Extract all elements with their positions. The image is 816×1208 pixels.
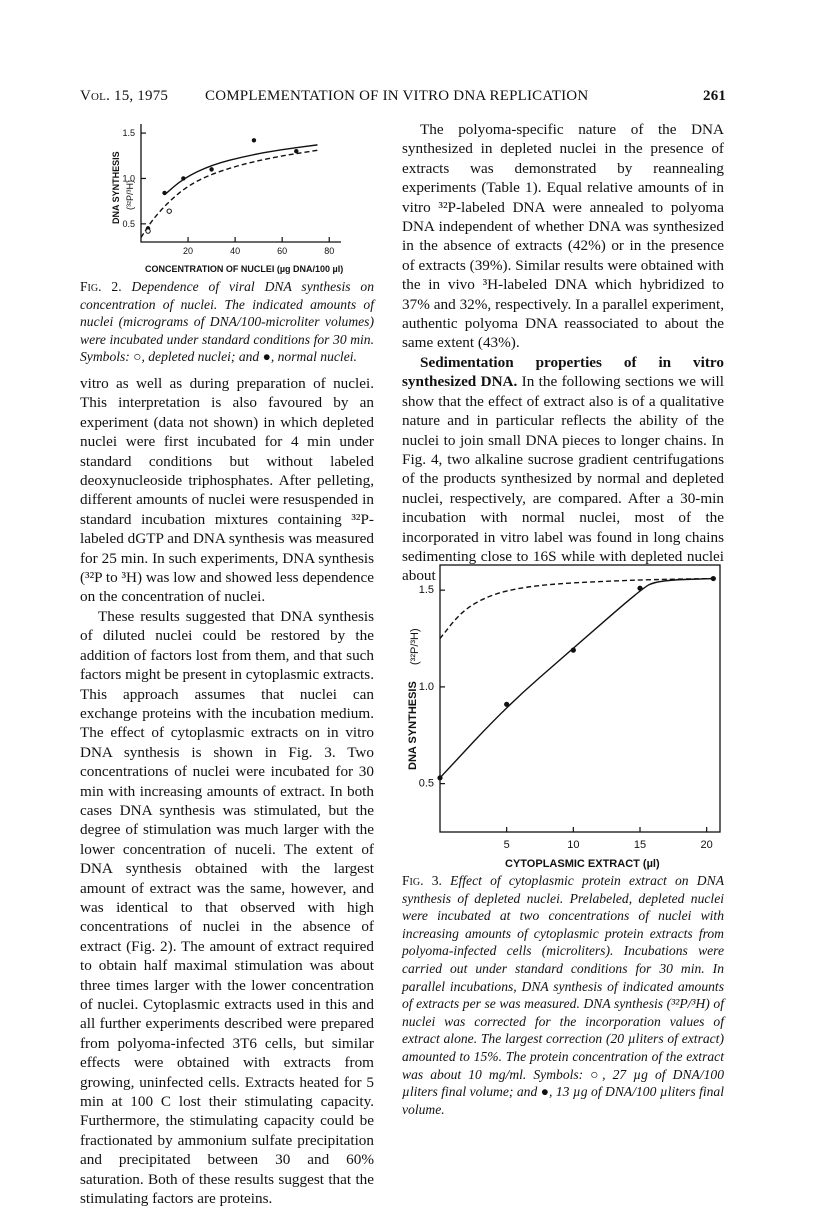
dashed-series-line — [141, 150, 317, 237]
x-tick-label: 15 — [633, 839, 647, 851]
y-tick-label: 1.5 — [418, 584, 434, 597]
data-point-filled — [504, 702, 509, 707]
y-tick-label: 1.0 — [122, 173, 135, 184]
plot-axes — [141, 124, 341, 242]
data-point-open — [146, 229, 150, 233]
header-volume: Vol. 15, 1975 — [80, 88, 169, 104]
fig2-ylabel2: (³²P/³H) — [125, 180, 135, 210]
figure-3-caption — [402, 872, 724, 1118]
dashed-series-line — [440, 579, 713, 639]
data-point-filled — [209, 167, 213, 171]
y-tick-label: 1.0 — [418, 680, 434, 693]
paragraph: In the following sections we will show that the effect of extract also is of a qualitative nature and in particular reflects the ability of the nuclei to join small DNA pieces to longer chains. In Fig. 4, two alkaline sucrose gradient centrifugations of the products synthesized by normal and depleted nuclei, respectively, are compared. After a 30-min incubation with normal nuclei, most of the incorporated in vitro label was found in long chains sedimenting close to 16S while with depleted nuclei about — [402, 373, 724, 585]
fig3-xlabel: CYTOPLASMIC EXTRACT (µl) — [505, 858, 660, 870]
data-point-filled — [637, 586, 642, 591]
fig2-xlabel: CONCENTRATION OF NUCLEI (µg DNA/100 µl) — [145, 264, 344, 274]
paragraph: These results suggested that DNA synthesis of diluted nuclei could be restored by the addition of factors lost from them, and that such factors might be present in cytoplasmic extracts. This approach assumes that nuclei can exchange proteins with the incubation medium. The effect of cytoplasmic extracts on in vitro DNA synthesis is shown in Fig. 3. Two concentrations of nuclei were incubated for 30 min with increasing amounts of extract. In both cases DNA synthesis was stimulated, but the degree of stimulation was much larger with the lower concentration of nuceli. The extent of DNA synthesis obtained with the largest amount of extract was the same, however, and was identical to that observed with high concentrations of nuclei in the absence of extract (Fig. 2). The amount of extract required to obtain half maximal stimulation was about three times larger with the lower concentration of nuclei. Cytoplasmic extracts used in this and all further experiments described were prepared from polyoma-infected 3T6 cells, but similar effects were obtained with extracts from growing, uninfected cells. Extracts heated for 5 min at 100 C lost their stimulating capacity. Furthermore, the stimulating capacity could be fractionated by ammonium sulfate precipitation and precipitated between 30 and 60% saturation. Both of these results suggest that the stimulating factors are proteins. — [80, 607, 374, 1208]
x-tick-label: 20 — [700, 839, 713, 851]
right-column — [402, 120, 724, 586]
fig3-caption-text: Effect of cytoplasmic protein extract on DNA synthesis of depleted nuclei. Prelabeled, depleted nuclei were incubated at two concentrations of nuclei with increasing amounts of cytoplasmic protein extracts from polyoma-infected cells (microliters). Incubations were carried out under standard conditions for 30 min. In parallel incubations, DNA synthesis of indicated amounts of extracts per se was measured. DNA synthesis (³²P/³H) of nuclei was corrected for the incorporation values of extract alone. The largest correction (20 µliters of extract) amounted to 15%. The protein concentration of the extract was about 10 mg/ml. Symbols: ○, 27 µg of DNA/100 µliters final volume; and ●, 13 µg of DNA/100 µliters final volume. — [402, 873, 724, 1117]
x-tick-label: 20 — [183, 246, 194, 256]
y-tick-label: 0.5 — [418, 777, 434, 790]
fig2-ylabel: DNA SYNTHESIS — [111, 151, 121, 224]
fig2-caption-text: Dependence of viral DNA synthesis on concentration of nuclei. The indicated amounts of nuclei (micrograms of DNA/100-microliter volumes) were incubated under standard conditions for 30 min. Symbols: ○, depleted nuclei; and ●, normal nuclei. — [80, 279, 374, 365]
data-point-filled — [162, 191, 166, 195]
paragraph: vitro as well as during preparation of nuclei. This interpretation is also favoured by an experiment (data not shown) in which depleted nuclei were first incubated for 4 min under standard conditions but without labeled deoxynucleoside triphosphates. After pelleting, different amounts of nuclei were resuspended in standard incubation mixtures containing ³²P-labeled dGTP and DNA synthesis was measured for 25 min. In such experiments, DNA synthesis (³²P to ³H) was low and showed less dependence on the concentration of nuclei. — [80, 375, 374, 606]
y-tick-label: 1.5 — [122, 128, 135, 139]
data-point-open — [167, 209, 171, 213]
fig3-caption-label: Fig. 3. — [402, 873, 442, 888]
plot-frame — [440, 565, 720, 832]
figure-3-chart — [400, 555, 730, 870]
x-tick-label: 80 — [324, 246, 335, 256]
left-column — [80, 374, 374, 1208]
x-tick-label: 40 — [230, 246, 241, 256]
fig3-ylabel: DNA SYNTHESIS — [407, 681, 419, 770]
figure-2-caption — [80, 278, 374, 366]
data-point-filled — [252, 138, 256, 142]
data-point-filled — [571, 648, 576, 653]
fig2-caption-label: Fig. 2. — [80, 279, 122, 294]
x-tick-label: 10 — [567, 839, 580, 851]
fig3-ylabel2: (³²P/³H) — [409, 628, 421, 665]
header-title: COMPLEMENTATION OF IN VITRO DNA REPLICATION — [205, 88, 589, 104]
paragraph: The polyoma-specific nature of the DNA synthesized in depleted nuclei in the presence of extracts was demonstrated by reannealing experiments (Table 1). Equal relative amounts of in vitro ³²P-labeled DNA were annealed to polyoma DNA independent of whether DNA was synthesized in the absence of extracts (42%) or in the presence of extracts (39%). Similar results were obtained with the in vivo ³H-labeled DNA which hybridized to 37% and 32%, respectively. In a parallel experiment, authentic polyoma DNA reassociated to about the same extent (43%). — [402, 121, 724, 352]
page-number: 261 — [703, 88, 727, 104]
data-point-filled — [181, 176, 185, 180]
figure-2-chart — [105, 114, 365, 274]
y-tick-label: 0.5 — [122, 218, 135, 229]
solid-series-line — [440, 579, 713, 778]
section-heading: Sedimentation properties of in vitro synthesized DNA. — [402, 353, 724, 391]
x-tick-label: 60 — [277, 246, 288, 256]
x-tick-label: 5 — [503, 839, 510, 851]
data-point-filled — [437, 775, 442, 780]
